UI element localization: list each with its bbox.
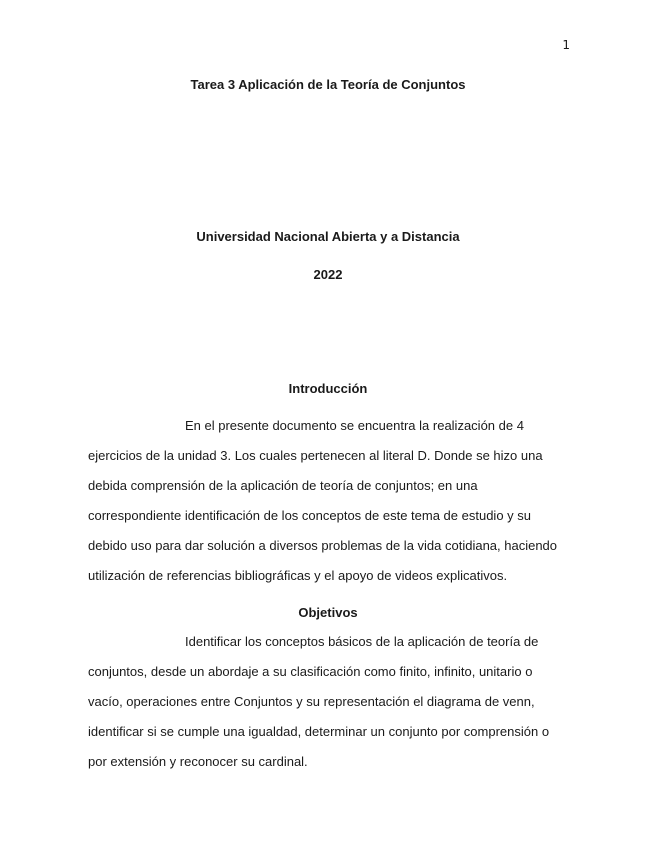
page-number: 1	[562, 38, 570, 52]
introduction-paragraph	[88, 411, 568, 591]
paragraph-line: vacío, operaciones entre Conjuntos y su representación el diagrama de venn,	[88, 694, 535, 709]
objectives-heading: Objetivos	[298, 605, 358, 620]
objectives-paragraph	[88, 627, 568, 777]
paragraph-line: debida comprensión de la aplicación de teoría de conjuntos; en una	[88, 478, 478, 493]
paragraph-line: identificar si se cumple una igualdad, determinar un conjunto por comprensión o	[88, 724, 550, 739]
university-name: Universidad Nacional Abierta y a Distancia	[196, 229, 460, 244]
introduction-heading: Introducción	[288, 381, 368, 396]
paragraph-line: por extensión y reconocer su cardinal.	[88, 754, 308, 769]
paragraph-line: ejercicios de la unidad 3. Los cuales pertenecen al literal D. Donde se hizo una	[88, 448, 543, 463]
paragraph-line: conjuntos, desde un abordaje a su clasificación como finito, infinito, unitario o	[88, 664, 533, 679]
paragraph-line: utilización de referencias bibliográficas y el apoyo de videos explicativos.	[88, 568, 508, 583]
paragraph-line: debido uso para dar solución a diversos problemas de la vida cotidiana, haciendo	[88, 538, 558, 553]
document-title: Tarea 3 Aplicación de la Teoría de Conjuntos	[190, 77, 466, 92]
paragraph-line: correspondiente identificación de los conceptos de este tema de estudio y su	[88, 508, 531, 523]
paragraph-line: En el presente documento se encuentra la realización de 4	[185, 418, 524, 433]
paragraph-line: Identificar los conceptos básicos de la aplicación de teoría de	[185, 634, 539, 649]
year: 2022	[313, 267, 343, 282]
